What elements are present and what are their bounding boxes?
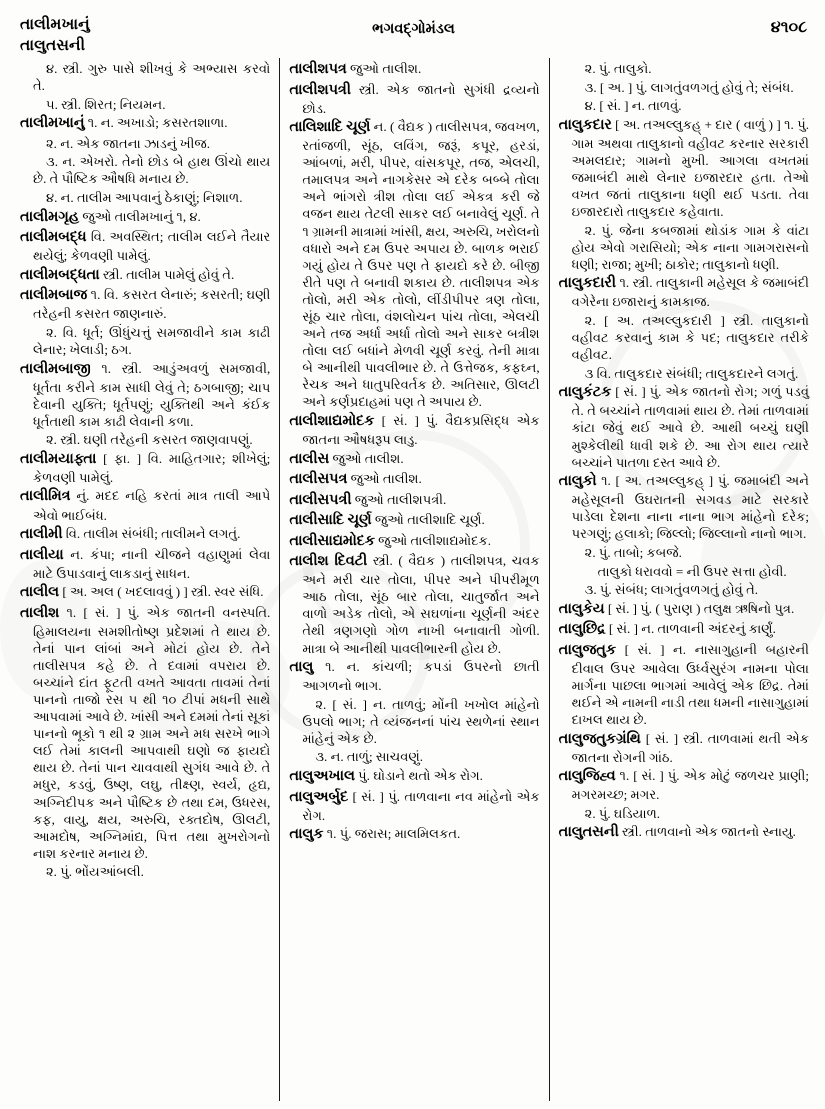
entry-headword: તાલીમબદ્ધ [20,229,87,246]
running-head [20,14,807,60]
entry-definition: ૧. પું. જરાસ; માલમિલકત. [323,826,461,842]
entry-sense: ૨. સ્ત્રી. ઘણી તરેહની કસરત જાણવાપણું. [46,432,253,448]
entry-headword: તાલીસ [289,450,330,467]
entry-definition: જુઓ તાલીશપત્રી. [351,491,447,507]
entry-definition: જુઓ તાલીશ. [329,450,404,466]
dictionary-entry [20,360,270,430]
dictionary-entry [289,788,539,824]
entry-definition: ૧. વિ. કસરત લેનારું; કસરતી; ઘણી તરેહની કસરત જાણનારું. [33,287,271,322]
dictionary-entry [289,767,539,786]
running-head-left-line1: તાલીમખાનું [20,16,90,33]
entry-definition: [ અ. તઅલ્લુકહ્ + દાર ( વાળું ) ] ૧. પું. ગામ અથવા તાલુકાનો વહીવટ કરનાર સરકારી અમલદાર; ગામનો મુખી. આગલા વખતમાં જમાબંદી માથે લેનાર ઇજારદાર હતા. તેઓ વખત જતાં તાલુકાના ધણી થઈ પડતા. તેવા ઇજારદારો તાલુકદાર કહેવાતા. [571,116,809,220]
column-2 [280,60,548,1103]
dictionary-entry [20,450,270,486]
entry-headword: તાલુજિહ્વ [558,768,616,785]
running-head-left-line2: તાલુતસની [20,37,86,55]
entry-headword: તાલુકદાર [558,116,612,133]
entry-headword: તાલીલ [20,584,60,601]
entry-sense: ૩. [ અ. ] પું. લાગતુંવળગતું હોવું તે; સંબંધ. [584,79,794,95]
entry-definition: જુઓ તાલીશ. [347,471,422,487]
entry-sense: ૪. [ સં. ] ન. તાળવું. [584,98,682,114]
entry-definition: જુઓ તાલીશાદિ ચૂર્ણ. [371,512,485,528]
entry-definition: [ સં. ] પું. વૈદ્યકપ્રસિદ્ધ એક જાતના ઔષધરૂપ લાડુ. [302,412,540,447]
entry-headword: તાલીસાદિ ચૂર્ણ [289,512,372,529]
entry-headword: તાલીમબદ્ધતા [20,266,100,283]
entry-headword: તાલુકેય [558,600,605,617]
entry-headword: તાલુજતુકગ્રંથિ [558,730,641,747]
entry-definition: ૧. સ્ત્રી. આડુંઅવળું સમજાવી, ધૂર્તતા કરીને કામ સાધી લેવું તે; ઠગબાજી; ચાપ દેવાની યુક્તિ; ધૂર્તપણું; યુક્તિથી અને કંઈક ધૂર્તતાથી કામ કાઢી લેવાની કળા. [33,360,271,429]
entry-headword: તાલીમખાનું [20,115,85,132]
dictionary-entry [289,470,539,489]
dictionary-entry [20,583,270,602]
column-1 [16,60,279,1103]
entry-headword: તાલીસાદ્યમોદક [289,532,375,549]
dictionary-entry [20,525,270,544]
dictionary-entry [20,286,270,322]
page-number: ૪૧૦૮ [770,19,807,36]
entry-sense: ૨. [ અ. તઅલ્લુકદારી ] સ્ત્રી. તાલુકાનો વહીવટ કરવાનું કામ કે પદ; તાલુકદાર તરીકે વહીવટ. [571,313,809,363]
entry-headword: તાલુ [289,659,314,676]
entry-definition: [ સં. ] ન. નાસાગુહાની બહારની દીવાલ ઉપર આવેલા ઉર્ધ્વસુરંગ નામના પોલા માર્ગના પાછલા ભાગમાં આવેલું એક છિદ્ર. તેમાં થઈને એ નામની નાડી તથા ધમની નાસાગુહામાં દાખલ થાય છે. [571,641,809,727]
entry-headword: તાલીમબાજ [20,287,88,304]
entry-sense: ૨. પું. તાલુકો. [584,61,652,76]
entry-headword: તાલીસપત્ર [289,471,348,488]
entry-headword: તાલીશપત્રી [289,81,351,98]
entry-sense: ૨. ન. એક જાતના ઝાડનું ખીજ. [46,135,211,151]
dictionary-entry [289,118,539,410]
entry-headword: તાલીમયાફ્તા [20,450,97,467]
entry-sense: ૨. વિ. ધૂર્ત; ઊંધુંચત્તું સમજાવીને કામ કાઢી લેનાર; ખેલાડી; ઠગ. [33,324,271,357]
entry-definition: ૧. [ સં. ] પું. એક જાતની વનસ્પતિ. હિમાલયના સમશીતોષ્ણ પ્રદેશમાં તે થાય છે. તેનાં પાન લાંબાં અને મોટાં હોય છે. તેને તાલીસપત્ર કહે છે. તે દવામાં વપરાય છે. બચ્ચાંને દાંત ફૂટતી વખતે આવતા તાવમાં તેનાં પાનનો તાજો રસ ૫ થી ૧૦ ટીપાં મધની સાથે આપવામાં આવે છે. ખાંસી અને દમમાં તેનાં સૂકાં પાનનો ભૂકો ૧ થી ૨ ગ્રામ અને મધ સરખે ભાગે લઈ તેમાં કાલની આપવાથી ઘણો જ ફાયદો થાય છે. તેનાં પાન ચાવવાથી સુગંધ આવે છે. તે મધુર, કડવું, ઉષ્ણ, લઘુ, તીક્ષ્ણ, સ્વર્ય, હૃદ્ય, અગ્નિદીપક અને પૌષ્ટિક છે તથા દમ, ઉધરસ, કફ, વાયુ, ક્ષય, અરુચિ, રક્તદોષ, ઊલટી, આમદોષ, અગ્નિમાંદ્ય, પિત્ત તથા મુખરોગનો નાશ કરનાર મનાય છે. [33,604,271,861]
entry-sense: ૨. પું. જેના કબજામાં થોડાંક ગામ કે વાંટા હોય એવો ગરાસિયો; એક નાના ગામગરાસનો ધણી; રાજા; મુખી; ઠાકોર; તાલુકાનો ધણી. [571,222,809,272]
entry-definition: જુઓ તાલીમખાનું ૧, ૪. [79,208,201,224]
dictionary-entry [559,730,809,766]
dictionary-entry [559,600,809,619]
entry-subsense: તાલુકો ધરાવવો = ની ઉપર સત્તા હોવી. [597,563,787,579]
entry-definition: સ્ત્રી. તાલીમ પામેલું હોવું તે. [99,266,235,282]
entry-definition: ૧. [ સં. ] પું. એક મોટું જળચર પ્રાણી; મગરમચ્છ; મગર. [571,768,809,803]
entry-headword: તાલીસપત્રી [289,491,352,508]
entry-sense: ૨. [ સં. ] ન. તાળવું; મોંની ખખોલ માંહેનો ઉપલો ભાગ; તે વ્યંજનનાં પાંચ સ્થળેનાં સ્થાન માંહેનું એક છે. [302,696,540,746]
entry-headword: તાલીયા [20,546,64,563]
entry-definition: [ સં. ] પું. એક જાતનો રોગ; ગળું પડવું તે. તે બચ્ચાંને તાળવામાં થાય છે. તેમાં તાળવામાં કાંટા જેવું થઈ આવે છે. આથી બચ્ચું ઘણી મુશ્કેલીથી ધાવી શકે છે. આ રોગ થાય ત્યારે બચ્ચાંને પાતળા દસ્ત આવે છે. [571,384,809,470]
entry-sense: ૪. સ્ત્રી. ગુરુ પાસે શીખવું કે અભ્યાસ કરવો તે. [33,61,271,94]
entry-definition: સ્ત્રી. ( વૈદ્યક ) તાલીશપત્ર, ચવક અને મરી ચાર તોલા, પીપર અને પીપરીમૂળ આઠ તોલા, સૂંઠ બાર તોલા, ચાતુર્જાત અને વાળો અડેક તોલો, એ સઘળાંના ચૂર્ણની અંદર તેથી ત્રણગણો ગોળ નાખી બનાવાતી ગોળી. માત્રા બે આનીથી પાવલીભારની હોય છે. [302,553,540,656]
column-3 [550,60,811,1103]
dictionary-entry [289,658,539,694]
entry-definition: ૧. ન. કાંચળી; કપડાં ઉપરનો છાતી આગળનો ભાગ. [302,659,540,694]
entry-definition: પું. ઘોડાને થતો એક રોગ. [354,768,483,784]
dictionary-entry [559,472,809,542]
entry-headword: તાલીમિત્ર [20,488,71,505]
dictionary-entry [559,641,809,728]
entry-sense: ૩. ન. એખરો. તેનો છોડ બે હાથ ઊંચો થાય છે. તે પૌષ્ટિક ઔષધિ મનાય છે. [33,154,271,187]
dictionary-entry [559,767,809,803]
entry-headword: તાલુઅર્બુદ [289,788,349,805]
book-title: ભગવદ્ગોમંડલ [372,21,455,37]
entry-headword: તાલિશાદિ ચૂર્ણ [289,119,371,136]
entry-definition: ન. કંપા; નાની ચીજને વહાણુમાં લેવા માટે ઉપાડવાનું લાકડાનું સાધન. [33,546,271,581]
entry-definition: સ્ત્રી. એક જાતનો સુગંધી દ્રવ્યનો છોડ. [302,81,540,116]
dictionary-entry [289,825,539,844]
entry-headword: તાલીશાદ્યમોદક [289,412,375,429]
entry-definition: ૧. [ અ. તઅલ્લુકહ્ ] પું. જમાબંદી અને મહેસૂલની ઉઘરાતની સગવડ માટે સરકારે પાડેલા દેશના નાના નાના ભાગ માંહેનો દરેક; પરગણું; હલાકો; જિલ્લો; જિલ્લાનો નાનો ભાગ. [571,473,809,542]
dictionary-entry [20,487,270,523]
entry-definition: ન. ( વૈદ્યક ) તાલીસપત્ર, જવખળ, રતાંજળી, સૂંઠ, લવિંગ, જરૂં, કપૂર, હરડાં, આંબળાં, મરી, પીપર, વાંસકપૂર, તજ, એલચી, તમાલપત્ર અને નાગકેસર એ દરેક બબ્બે તોલા અને ભાંગરો ત્રીશ તોલા લઈ એકત્ર કરી જે વજન થાય તેટલી સાકર લઈ બનાવેલું ચૂર્ણ. તે ૧ ગ્રામની માત્રામાં ખાંસી, ક્ષય, અરુચિ, ખરોલનો વધારો અને દમ ઉપર અપાય છે. બાળક ભરાઈ ગયું હોય તે ઉપર પણ તે ફાયદો કરે છે. બીજી રીતે પણ તે બનાવી શકાય છે. તાલીશપત્ર એક તોલો, મરી એક તોલો, લીંડીપીપર ત્રણ તોલા, સૂંઠ ચાર તોલા, વંશલોચન પાંચ તોલા, એલચી અને તજ અર્ધા અર્ધા તોલો અને સાકર બત્રીશ તોલા લઈ બધાંને મેળવી ચૂર્ણ કરવું. તેની માત્રા બે આનીથી પાવલીભાર છે. તે ઉત્તેજક, કફઘ્ન, રેચક અને ધાતુપરિવર્તક છે. અતિસાર, ઊલટી અને કર્ણપ્રદાહમાં પણ તે અપાય છે. [302,119,540,410]
entry-headword: તાલુક [289,826,324,843]
dictionary-entry [20,546,270,582]
dictionary-entry [559,274,809,310]
dictionary-entry [289,60,539,79]
entry-definition: વિ. અવસ્થિત; તાલીમ લઈને તૈયાર થયેલું; કેળવણી પામેલું. [33,229,271,264]
entry-headword: તાલીમી [20,526,63,543]
entry-definition: નું. મદદ નહિ કરતાં માત્ર તાલી આપે એવો ભાઈબંધ. [33,488,271,523]
entry-definition: જુઓ તાલીશ. [346,61,422,76]
dictionary-entry [559,620,809,639]
entry-sense: ૩. પું. સંબંધ; લાગતુંવળગતું હોવું તે. [584,582,759,598]
entry-sense: ૪. ન. તાલીમ આપવાનું ઠેકાણું; નિશાળ. [46,190,243,205]
entry-headword: તાલુકંટક [558,384,612,401]
dictionary-entry [20,266,270,285]
entry-definition: [ સં. ] સ્ત્રી. તાળવામાં થતી એક જાતના રોગની ગાંઠ. [571,730,809,765]
entry-headword: તાલુતસની [558,824,619,841]
entry-headword: તાલુકદારી [558,275,616,292]
entry-headword: તાલીશ [20,604,60,621]
entry-sense: ૩. ન. તાળું; સાચવણું. [315,749,424,765]
dictionary-entry [559,823,809,842]
dictionary-entry [289,412,539,448]
entry-headword: તાલુજતુક [558,641,616,658]
entry-sense: ૨. પું. તાબો; કબજે. [584,544,682,560]
entry-headword: તાલુછિદ્ર [558,621,606,638]
dictionary-entry [20,228,270,264]
dictionary-entry [20,208,270,227]
dictionary-entry [20,114,270,133]
dictionary-entry [20,604,270,862]
entry-headword: તાલીમગૃહ [20,208,80,225]
entry-definition: [ ફા. ] વિ. માહિતગાર; શીખેલું; કેળવણી પામેલું. [33,450,271,485]
dictionary-entry [289,552,539,656]
dictionary-entry [289,511,539,530]
entry-definition: [ સં. ] પું. તાળવાના નવ માંહેનો એક રોગ. [302,788,540,823]
entry-definition: વિ. તાલીમ સંબંધી; તાલીમને લગતું. [62,526,241,542]
column-container [16,60,811,1103]
entry-definition: [ સં. ] પું. ( પુરાણ ) તલુક્ષ ઋષિનો પુત્ર. [604,600,795,616]
entry-definition: ૧. સ્ત્રી. તાલુકાની મહેસૂલ કે જમાબંદી વગેરેના ઇજારાનું કામકાજ. [571,275,809,310]
entry-headword: તાલુકો [558,473,597,490]
dictionary-entry [559,383,809,470]
entry-headword: તાલીશપત્ર [289,61,347,77]
entry-definition: [ અ. અલ ( ખદલાવવું ) ] સ્ત્રી. સ્વર સંધિ. [59,584,264,600]
dictionary-entry [289,491,539,510]
entry-definition: સ્ત્રી. તાળવાનો એક જાતનો સ્નાયુ. [618,824,796,840]
dictionary-entry [289,450,539,469]
entry-definition: [ સં. ] ન. તાળવાની અંદરનું કાર્ણું. [605,621,776,637]
entry-definition: ૧. ન. અખાડો; કસરતશાળા. [84,115,228,131]
entry-sense: ૫. સ્ત્રી. શિરત; નિયમન. [46,96,166,112]
entry-sense: ૨. પું. ઘડિયાળ. [584,805,661,821]
entry-headword: તાલીશ દિવટી [289,553,368,570]
entry-sense: ૨. પું. ભોંયઆંબલી. [46,864,144,880]
entry-definition: જુઓ તાલીશાદ્યમોદક. [374,532,491,548]
dictionary-entry [559,116,809,220]
entry-headword: તાલીમબાજી [20,360,91,377]
dictionary-entry [289,532,539,551]
entry-headword: તાલુઅખાલ [289,768,355,785]
entry-sense: ૩ વિ. તાલુકદાર સંબંધી; તાલુકદારને લગતું. [584,365,799,381]
dictionary-entry [289,81,539,117]
